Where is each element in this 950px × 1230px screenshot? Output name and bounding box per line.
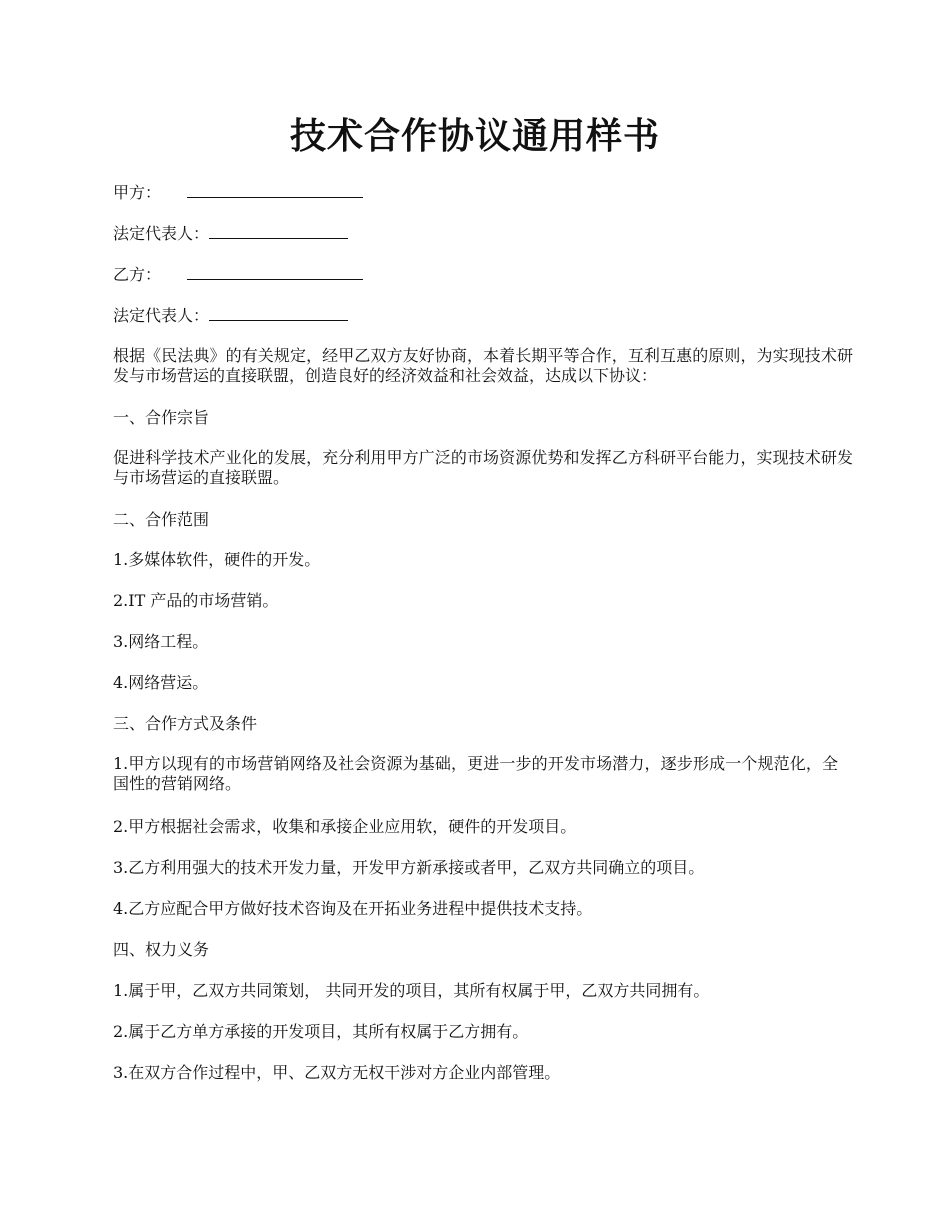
party-a-label: 甲方： bbox=[113, 183, 162, 202]
section-2-item: 1.多媒体软件，硬件的开发。 bbox=[113, 550, 321, 569]
section-4-item: 2.属于乙方单方承接的开发项目，其所有权属于乙方拥有。 bbox=[113, 1022, 529, 1041]
rep-b-blank[interactable] bbox=[209, 305, 348, 321]
document-title: 技术合作协议通用样书 bbox=[289, 115, 660, 157]
section-3-item: 1.甲方以现有的市场营销网络及社会资源为基础，更进一步的开发市场潜力，逐步形成一个规范化，全国性的营销网络。 bbox=[113, 754, 838, 793]
section-2-heading: 二、合作范围 bbox=[113, 510, 210, 529]
section-1-heading: 一、合作宗旨 bbox=[113, 408, 210, 427]
rep-b-label: 法定代表人： bbox=[113, 306, 210, 325]
section-2-item: 4.网络营运。 bbox=[113, 673, 209, 692]
party-b-blank[interactable] bbox=[187, 264, 363, 280]
rep-a-line bbox=[113, 223, 853, 244]
section-3-item: 3.乙方利用强大的技术开发力量，开发甲方新承接或者甲，乙双方共同确立的项目。 bbox=[113, 858, 705, 877]
section-4-item: 1.属于甲，乙双方共同策划， 共同开发的项目，其所有权属于甲，乙双方共同拥有。 bbox=[113, 981, 710, 1000]
party-b-line bbox=[113, 264, 853, 285]
rep-a-blank[interactable] bbox=[209, 223, 348, 239]
section-4-heading: 四、权力义务 bbox=[113, 940, 210, 959]
section-3-heading: 三、合作方式及条件 bbox=[113, 714, 258, 733]
section-2-item: 3.网络工程。 bbox=[113, 632, 209, 651]
rep-a-label: 法定代表人： bbox=[113, 224, 210, 243]
section-2-item: 2.IT 产品的市场营销。 bbox=[113, 591, 279, 610]
section-1-text: 促进科学技术产业化的发展，充分利用甲方广泛的市场资源优势和发挥乙方科研平台能力，实现技术研发与市场营运的直接联盟。 bbox=[113, 448, 853, 487]
party-b-label: 乙方： bbox=[113, 265, 162, 284]
party-a-line bbox=[113, 182, 853, 203]
rep-b-line bbox=[113, 305, 853, 326]
intro-paragraph: 根据《民法典》的有关规定，经甲乙双方友好协商，本着长期平等合作，互利互惠的原则，为实现技术研发与市场营运的直接联盟，创造良好的经济效益和社会效益，达成以下协议： bbox=[113, 346, 853, 385]
section-3-item: 4.乙方应配合甲方做好技术咨询及在开拓业务进程中提供技术支持。 bbox=[113, 899, 593, 918]
party-a-blank[interactable] bbox=[187, 182, 363, 198]
section-4-item: 3.在双方合作过程中，甲、乙双方无权干涉对方企业内部管理。 bbox=[113, 1063, 561, 1082]
section-3-item: 2.甲方根据社会需求，收集和承接企业应用软，硬件的开发项目。 bbox=[113, 817, 577, 836]
